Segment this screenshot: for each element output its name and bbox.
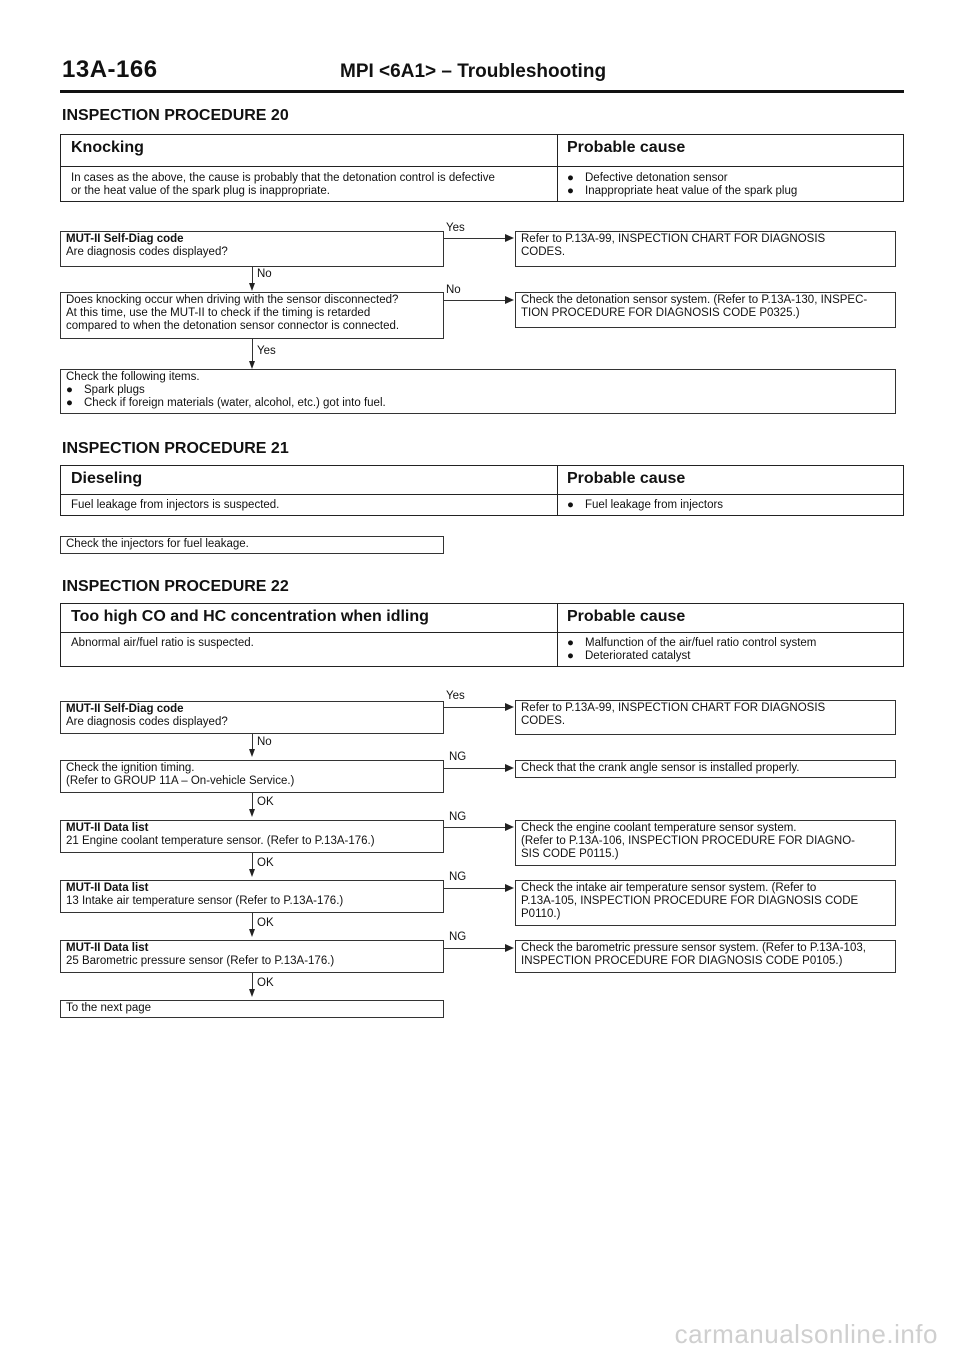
flow-connector — [444, 948, 506, 949]
cause-list — [557, 637, 826, 663]
table-divider — [61, 166, 903, 167]
flow-connector — [252, 339, 253, 363]
procedure-20-title: INSPECTION PROCEDURE 20 — [62, 107, 289, 124]
action-box — [515, 231, 896, 267]
ng-label: NG — [449, 751, 467, 763]
ng-label: NG — [449, 931, 467, 943]
symptom-header: Knocking — [71, 139, 144, 156]
arrow-down-icon — [249, 361, 255, 369]
cause-list — [557, 499, 733, 512]
step-barometric-box — [60, 940, 444, 973]
list-item: ● Check if foreign materials (water, alcohol, etc.) got into fuel. — [66, 397, 386, 409]
symptom-header: Dieseling — [71, 470, 143, 487]
step-title: MUT-II Data list — [66, 822, 149, 834]
yes-label: Yes — [446, 690, 465, 702]
procedure-21-title: INSPECTION PROCEDURE 21 — [62, 440, 289, 457]
no-label: No — [446, 284, 461, 296]
flow-connector — [444, 888, 506, 889]
ok-label: OK — [257, 857, 274, 869]
action-box — [515, 700, 896, 735]
flow-connector — [444, 238, 506, 239]
step-injector-check-box: Check the injectors for fuel leakage. — [60, 536, 444, 554]
page-number: 13A-166 — [62, 56, 158, 83]
step-title: MUT-II Self-Diag code — [66, 703, 184, 715]
list-item: ● Spark plugs — [66, 384, 145, 396]
symptom-description: Abnormal air/fuel ratio is suspected. — [71, 637, 254, 649]
list-item: ● Deteriorated catalyst — [567, 650, 691, 662]
no-label: No — [257, 736, 272, 748]
action-text: CODES. — [521, 246, 566, 258]
action-text: Check the barometric pressure sensor system. (Refer to P.13A-103, — [521, 942, 866, 954]
action-text: Refer to P.13A-99, INSPECTION CHART FOR DIAGNOSIS — [521, 233, 826, 245]
list-item: ● Fuel leakage from injectors — [567, 499, 724, 511]
action-text: SIS CODE P0115.) — [521, 848, 619, 860]
arrow-right-icon — [505, 884, 514, 892]
arrow-right-icon — [505, 944, 514, 952]
step-title: MUT-II Self-Diag code — [66, 233, 184, 245]
procedure-22-table — [60, 603, 904, 667]
action-text: INSPECTION PROCEDURE FOR DIAGNOSIS CODE P0105.) — [521, 955, 843, 967]
cause-list — [557, 172, 807, 198]
step-text: 25 Barometric pressure sensor (Refer to P.13A-176.) — [66, 955, 335, 967]
action-text: Check the detonation sensor system. (Refer to P.13A-130, INSPEC- — [521, 294, 868, 306]
step-text: At this time, use the MUT-II to check if the timing is retarded — [66, 307, 371, 319]
action-box: Check that the crank angle sensor is installed properly. — [515, 760, 896, 778]
arrow-down-icon — [249, 809, 255, 817]
symptom-description: Fuel leakage from injectors is suspected. — [71, 499, 280, 511]
table-divider — [61, 632, 903, 633]
description-line: or the heat value of the spark plug is inappropriate. — [71, 185, 330, 197]
step-title: MUT-II Data list — [66, 882, 149, 894]
action-box — [515, 292, 896, 328]
action-text: TION PROCEDURE FOR DIAGNOSIS CODE P0325.) — [521, 307, 800, 319]
step-check-items-box — [60, 369, 896, 414]
arrow-down-icon — [249, 869, 255, 877]
watermark-text: carmanualsonline.info — [674, 1319, 938, 1349]
arrow-right-icon — [505, 703, 514, 711]
action-box — [515, 820, 896, 866]
symptom-header: Too high CO and HC concentration when idling — [71, 608, 429, 625]
table-divider — [61, 494, 903, 495]
ng-label: NG — [449, 871, 467, 883]
flow-connector — [444, 300, 506, 301]
arrow-down-icon — [249, 749, 255, 757]
ok-label: OK — [257, 796, 274, 808]
step-knock-check-box — [60, 292, 444, 339]
step-text: Check the ignition timing. — [66, 762, 195, 774]
step-text: Check the following items. — [66, 371, 200, 383]
list-item: ● Defective detonation sensor — [567, 172, 728, 184]
step-text: (Refer to GROUP 11A – On-vehicle Service.) — [66, 775, 295, 787]
arrow-down-icon — [249, 989, 255, 997]
step-self-diag-box — [60, 231, 444, 267]
step-ignition-timing-box — [60, 760, 444, 793]
yes-label: Yes — [257, 345, 276, 357]
step-text: 21 Engine coolant temperature sensor. (Refer to P.13A-176.) — [66, 835, 375, 847]
list-item: ● Inappropriate heat value of the spark plug — [567, 185, 798, 197]
arrow-down-icon — [249, 929, 255, 937]
list-item: ● Malfunction of the air/fuel ratio control system — [567, 637, 817, 649]
ok-label: OK — [257, 917, 274, 929]
step-text: Are diagnosis codes displayed? — [66, 716, 228, 728]
step-text: Are diagnosis codes displayed? — [66, 246, 228, 258]
header-rule — [60, 90, 904, 93]
arrow-right-icon — [505, 296, 514, 304]
action-text: CODES. — [521, 715, 566, 727]
arrow-right-icon — [505, 234, 514, 242]
ng-label: NG — [449, 811, 467, 823]
action-text: P0110.) — [521, 908, 561, 920]
procedure-21-table — [60, 465, 904, 516]
action-text: Check the engine coolant temperature sensor system. — [521, 822, 797, 834]
cause-header: Probable cause — [567, 608, 686, 625]
yes-label: Yes — [446, 222, 465, 234]
action-box — [515, 880, 896, 926]
action-box — [515, 940, 896, 973]
step-title: MUT-II Data list — [66, 942, 149, 954]
cause-header: Probable cause — [567, 139, 686, 156]
step-self-diag-box — [60, 701, 444, 734]
action-text: Refer to P.13A-99, INSPECTION CHART FOR DIAGNOSIS — [521, 702, 826, 714]
description-line: In cases as the above, the cause is probably that the detonation control is defective — [71, 172, 495, 184]
no-label: No — [257, 268, 272, 280]
ok-label: OK — [257, 977, 274, 989]
step-next-page-box: To the next page — [60, 1000, 444, 1018]
flow-connector — [444, 768, 506, 769]
action-text: (Refer to P.13A-106, INSPECTION PROCEDURE FOR DIAGNO- — [521, 835, 856, 847]
arrow-right-icon — [505, 764, 514, 772]
symptom-description — [61, 172, 505, 198]
step-intake-temp-box — [60, 880, 444, 913]
cause-header: Probable cause — [567, 470, 686, 487]
flow-connector — [444, 827, 506, 828]
action-text: Check the intake air temperature sensor system. (Refer to — [521, 882, 817, 894]
step-text: Does knocking occur when driving with the sensor disconnected? — [66, 294, 399, 306]
arrow-right-icon — [505, 823, 514, 831]
arrow-down-icon — [249, 283, 255, 291]
flow-connector — [444, 707, 506, 708]
step-text: compared to when the detonation sensor connector is connected. — [66, 320, 400, 332]
procedure-22-title: INSPECTION PROCEDURE 22 — [62, 578, 289, 595]
page-title: MPI <6A1> – Troubleshooting — [340, 61, 607, 82]
procedure-20-table — [60, 134, 904, 202]
action-text: P.13A-105, INSPECTION PROCEDURE FOR DIAGNOSIS CODE — [521, 895, 859, 907]
step-text: 13 Intake air temperature sensor (Refer to P.13A-176.) — [66, 895, 344, 907]
step-coolant-temp-box — [60, 820, 444, 853]
